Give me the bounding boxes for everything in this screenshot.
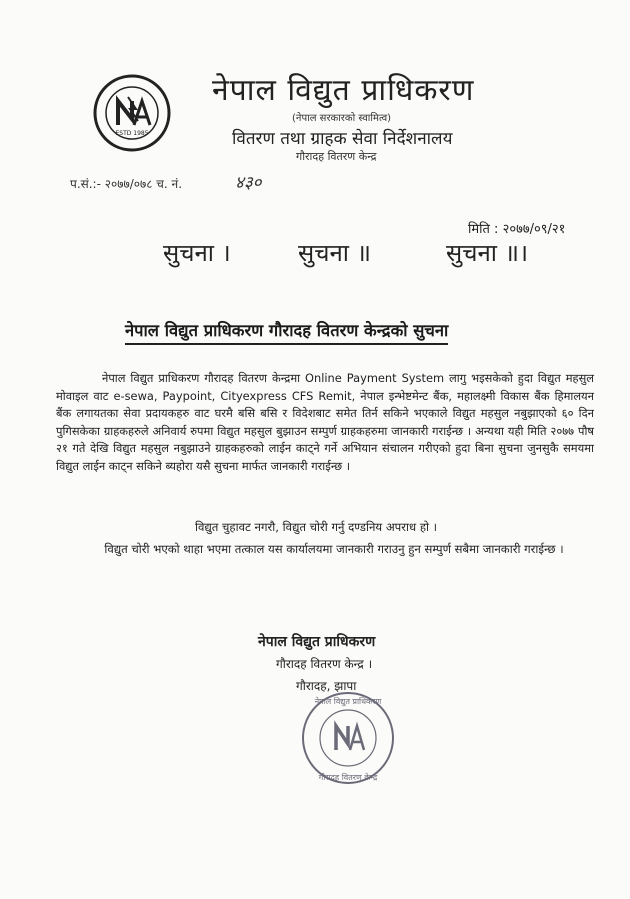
signature-organization: नेपाल विद्युत प्राधिकरण <box>258 634 376 650</box>
directorate-name: वितरण तथा ग्राहक सेवा निर्देशनालय <box>232 129 453 149</box>
reference-number: ४३० <box>235 173 262 193</box>
reference-label: प.सं.:- २०७७/०७८ च. नं. <box>70 177 183 191</box>
nea-logo-icon <box>92 73 172 153</box>
organization-title: नेपाल विद्युत प्राधिकरण <box>212 73 475 108</box>
warning-line-1: विद्युत चुहावट नगरौ, विद्युत चोरी गर्नु दण्डनिय अपराध हो । <box>195 520 438 534</box>
signature-place: गौरादह, झापा <box>296 679 357 693</box>
svg-text:गौरादह वितरण केन्द्र: गौरादह वितरण केन्द्र <box>318 773 378 782</box>
warning-line-2: विद्युत चोरी भएको थाहा भएमा तत्काल यस कार्यालयमा जानकारी गराउनु हुन सम्पुर्ण सबैमा जानकारी गराईन्छ । <box>104 542 564 556</box>
svg-text:नेपाल विद्युत प्राधिकरण: नेपाल विद्युत प्राधिकरण <box>314 697 382 706</box>
office-stamp-icon <box>300 690 396 786</box>
svg-text:ESTD 1985: ESTD 1985 <box>115 130 149 137</box>
ownership-subtitle: (नेपाल सरकारको स्वामित्व) <box>292 113 392 124</box>
notice-word-2: सुचना ॥ <box>298 239 372 267</box>
notice-word-1: सुचना । <box>163 239 231 267</box>
notice-date: मिति : २०७७/०९/२१ <box>468 222 566 237</box>
signature-office: गौरादह वितरण केन्द्र । <box>276 657 373 671</box>
center-name: गौरादह वितरण केन्द्र <box>296 150 377 163</box>
notice-word-3: सुचना ॥। <box>446 239 529 267</box>
notice-heading: नेपाल विद्युत प्राधिकरण गौरादह वितरण केन्द्रको सुचना <box>125 318 448 345</box>
notice-body: नेपाल विद्युत प्राधिकरण गौरादह वितरण केन्द्रमा Online Payment System लागु भइसकेको हुदा विद्युत महसुल मोवाइल वाट e-sewa, Paypoint, Cityexpress CFS Remit, नेपाल इन्भेष्टमेन्ट बैंक, महालक्ष्मी विकास बैंक हिमालयन बैंक लगायतका सेवा प्रदायकहरु वाट घरमै बसि बसि र विदेशबाट समेत तिर्न सकिने भएकाले विद्युत महसुल नबुझाएको ६० दिन पुगिसकेका ग्राहकहरुले अनिवार्य रुपमा विद्युत महसुल बुझाउन सम्पुर्ण ग्राहकहरुमा जानकारी गराईन्छ । अन्यथा यही मिति २०७७ पौष २१ गते देखि विद्युत महसुल नबुझाउने ग्राहकहरुको लाईन काट्ने गर्ने अभियान संचालन गरीएको हुदा बिना सुचना जुनसुकै समयमा विद्युत लाईन काट्न सकिने ब्यहोरा यसै सुचना मार्फत जानकारी गराईन्छ । <box>56 371 594 473</box>
